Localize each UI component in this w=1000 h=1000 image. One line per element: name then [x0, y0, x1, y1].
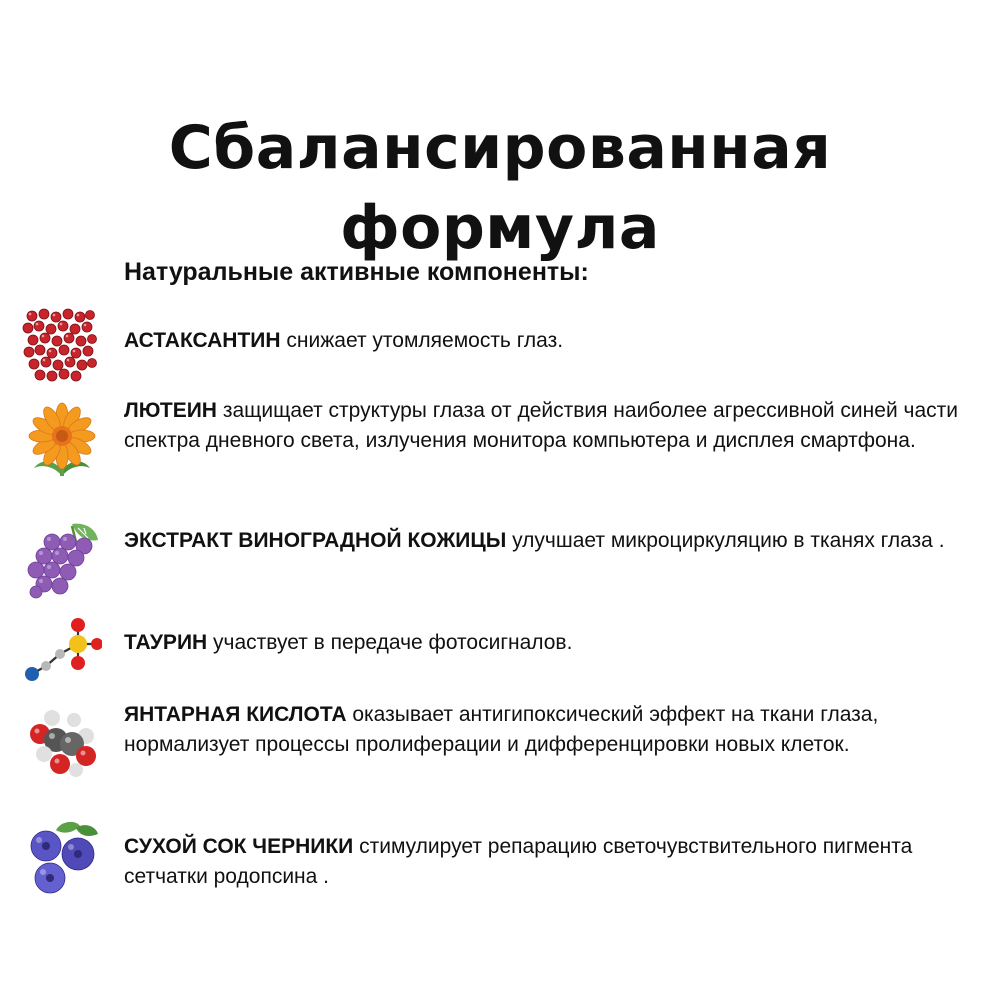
grapes-icon [22, 520, 102, 600]
item-description: снижает утомляемость глаз. [286, 329, 564, 352]
item-description: защищает структуры глаза от действия наиболее агрессивной синей части спектра дневного света, излучения монитора компьютера и дисплея смартфона. [124, 399, 958, 452]
item-name: ТАУРИН [124, 631, 208, 654]
item-description: улучшает микроциркуляцию в тканях глаза . [512, 529, 945, 552]
item-name: ЭКСТРАКТ ВИНОГРАДНОЙ КОЖИЦЫ [124, 529, 507, 552]
item-text [124, 832, 984, 892]
item-text [124, 526, 984, 556]
item-description: стимулирует репарацию светочувствительного пигмента сетчатки родопсина . [124, 835, 913, 888]
item-description: участвует в передаче фотосигналов. [213, 631, 573, 654]
taurine-molecule-icon [22, 614, 102, 694]
item-text [124, 700, 984, 760]
marigold-flower-icon [22, 402, 102, 482]
section-subtitle: Натуральные активные компоненты: [124, 258, 589, 286]
item-name: СУХОЙ СОК ЧЕРНИКИ [124, 835, 354, 858]
blueberries-icon [22, 820, 102, 900]
item-description: оказывает антигипоксический эффект на ткани глаза, нормализует процессы пролиферации и дифференцировки новых клеток. [124, 703, 879, 756]
red-berries-icon [22, 306, 102, 386]
succinic-acid-molecule-icon [22, 704, 102, 784]
item-text [124, 396, 984, 456]
page-title: Сбалансированная формула [168, 113, 832, 263]
item-text [124, 326, 984, 356]
item-name: ЯНТАРНАЯ КИСЛОТА [124, 703, 347, 726]
item-name: ЛЮТЕИН [124, 399, 217, 422]
item-name: АСТАКСАНТИН [124, 329, 281, 352]
item-text [124, 628, 984, 658]
